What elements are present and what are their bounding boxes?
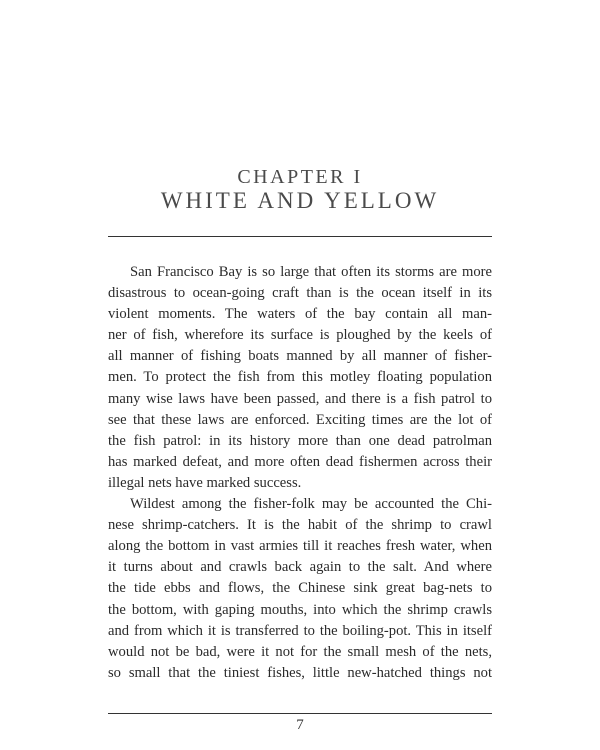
text-line: along the bottom in vast armies till it reaches fresh water, when	[108, 538, 492, 555]
text-line: San Francisco Bay is so large that often its storms are more	[130, 264, 492, 280]
top-rule	[108, 236, 492, 237]
text-line: ner of fish, wherefore its surface is ploughed by the keels of	[108, 327, 492, 344]
text-line: so small that the tiniest fishes, little new-hatched things not	[108, 664, 492, 681]
text-line: the tide ebbs and flows, the Chinese sink great bag-nets to	[108, 580, 492, 597]
text-line: would not be bad, were it not for the small mesh of the nets,	[108, 643, 492, 660]
bottom-rule	[108, 713, 492, 714]
text-line: it turns about and crawls back again to the salt. And where	[108, 559, 492, 576]
text-line: the fish patrol: in its history more than one dead patrolman	[108, 432, 492, 449]
chapter-number: CHAPTER I	[237, 166, 363, 188]
text-line: Wildest among the fisher-folk may be accounted the Chi-	[130, 496, 492, 513]
text-line: nese shrimp-catchers. It is the habit of the shrimp to crawl	[108, 517, 492, 534]
text-line: violent moments. The waters of the bay contain all man-	[108, 306, 492, 323]
text-line: all manner of fishing boats manned by all manner of fisher-	[108, 348, 492, 365]
text-line: illegal nets have marked success.	[108, 474, 302, 491]
text-line: disastrous to ocean-going craft than is the ocean itself in its	[108, 285, 492, 302]
text-line: the bottom, with gaping mouths, into which the shrimp crawls	[108, 601, 492, 618]
text-line: has marked defeat, and more often dead fishermen across their	[108, 453, 492, 470]
chapter-title: WHITE AND YELLOW	[160, 188, 440, 213]
text-line: see that these laws are enforced. Exciting times are the lot of	[108, 411, 492, 428]
text-line: and from which it is transferred to the boiling-pot. This in itself	[108, 622, 492, 639]
page-number: 7	[296, 717, 304, 733]
body-text	[108, 262, 492, 684]
text-line: many wise laws have been passed, and there is a fish patrol to	[108, 390, 492, 407]
text-line: men. To protect the fish from this motley floating population	[108, 369, 492, 386]
